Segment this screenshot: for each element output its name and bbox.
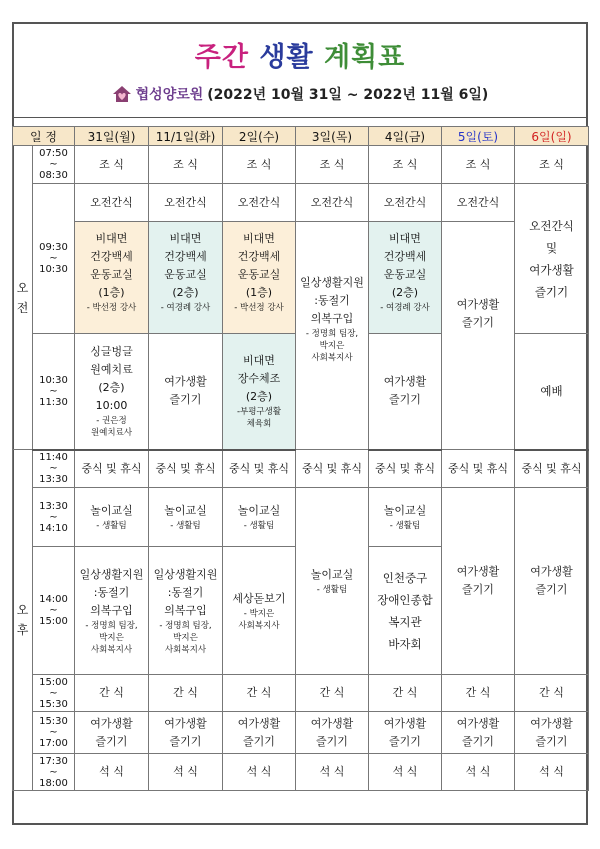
exercise-cell: 오전간식 비대면 건강백세 운동교실 (2층) - 여경례 강사 — [149, 184, 223, 334]
dinner-cell: 석 식 — [75, 754, 149, 791]
snack-cell: 간 식 — [149, 675, 223, 712]
lunch-cell: 중식 및 휴식 — [223, 450, 296, 488]
day-wed: 2일(수) — [223, 127, 296, 146]
exercise-cell: 오전간식 비대면 건강백세 운동교실 (1층) - 박선정 강사 — [75, 184, 149, 334]
lunch-cell: 중식 및 휴식 — [515, 450, 589, 488]
dinner-cell: 석 식 — [369, 754, 442, 791]
snack-cell: 간 식 — [223, 675, 296, 712]
dinner-cell: 석 식 — [515, 754, 589, 791]
snack-cell: 간 식 — [75, 675, 149, 712]
gardening-cell: 싱글벙글 원예치료 (2층) 10:00 - 권은정 원예치료사 — [75, 334, 149, 450]
leisure-cell: 여가생활 즐기기 — [442, 712, 515, 754]
play-cell: 놀이교실 - 생활팀 — [75, 488, 149, 547]
breakfast-cell: 조 식 — [515, 146, 589, 184]
leisure-cell: 여가생활 즐기기 — [296, 712, 369, 754]
world-cell: 세상돋보기 - 박지은 사회복지사 — [223, 547, 296, 675]
leisure-cell: 여가생활 즐기기 — [369, 334, 442, 450]
lunch-cell: 중식 및 휴식 — [75, 450, 149, 488]
breakfast-cell: 조 식 — [223, 146, 296, 184]
play-cell: 놀이교실 - 생활팀 — [223, 488, 296, 547]
subtitle — [12, 84, 588, 104]
play-cell: 놀이교실 - 생활팀 — [296, 488, 369, 675]
time-cell: 17:30 ~ 18:00 — [33, 754, 75, 791]
time-cell: 14:00 ~ 15:00 — [33, 547, 75, 675]
leisure-cell: 여가생활 즐기기 — [515, 712, 589, 754]
day-tue: 11/1일(화) — [149, 127, 223, 146]
play-cell: 놀이교실 - 생활팀 — [149, 488, 223, 547]
dinner-cell: 석 식 — [149, 754, 223, 791]
dinner-cell: 석 식 — [223, 754, 296, 791]
exercise-cell: 오전간식 비대면 건강백세 운동교실 (2층) - 여경례 강사 — [369, 184, 442, 334]
leisure-cell: 여가생활 즐기기 — [223, 712, 296, 754]
lunch-cell: 중식 및 휴식 — [442, 450, 515, 488]
org-name: 협성양로원 — [135, 87, 204, 103]
support-cell: 일상생활지원 :동절기 의복구입 - 정명희 팀장, 박지은 사회복지사 — [149, 547, 223, 675]
time-cell: 15:00 ~ 15:30 — [33, 675, 75, 712]
lunch-cell: 중식 및 휴식 — [149, 450, 223, 488]
leisure-cell: 여가생활 즐기기 — [75, 712, 149, 754]
longevity-cell: 비대면 장수체조 (2층) -부평구생활 체육회 — [223, 334, 296, 450]
time-cell: 09:30 ~ 10:30 — [33, 184, 75, 334]
exercise-cell: 오전간식 비대면 건강백세 운동교실 (1층) - 박선정 강사 — [223, 184, 296, 334]
snack-cell: 간 식 — [369, 675, 442, 712]
date-range: (2022년 10월 31일 ~ 2022년 11월 6일) — [207, 87, 489, 103]
snack-cell: 간 식 — [296, 675, 369, 712]
play-cell: 놀이교실 - 생활팀 — [369, 488, 442, 547]
header-area — [12, 22, 588, 118]
dinner-cell: 석 식 — [442, 754, 515, 791]
day-thu: 3일(목) — [296, 127, 369, 146]
time-cell: 11:40 ~ 13:30 — [33, 450, 75, 488]
support-cell: 오전간식 일상생활지원 :동절기 의복구입 - 정명희 팀장, 박지은 사회복지사 — [296, 184, 369, 450]
leisure-cell: 여가생활 즐기기 — [149, 334, 223, 450]
breakfast-cell: 조 식 — [442, 146, 515, 184]
breakfast-cell: 조 식 — [75, 146, 149, 184]
snack-cell: 간 식 — [442, 675, 515, 712]
sat-morning-cell: 오전간식 여가생활 즐기기 — [442, 184, 515, 450]
day-fri: 4일(금) — [369, 127, 442, 146]
leisure-cell: 여가생활 즐기기 — [515, 488, 589, 675]
time-cell: 13:30 ~ 14:10 — [33, 488, 75, 547]
weekly-schedule-table — [12, 126, 589, 791]
sun-morning-cell: 오전간식 및 여가생활 즐기기 — [515, 184, 589, 334]
breakfast-cell: 조 식 — [369, 146, 442, 184]
lunch-cell: 중식 및 휴식 — [369, 450, 442, 488]
breakfast-cell: 조 식 — [149, 146, 223, 184]
period-am: 오 전 — [13, 146, 33, 450]
day-sat: 5일(토) — [442, 127, 515, 146]
day-sun: 6일(일) — [515, 127, 589, 146]
support-cell: 일상생활지원 :동절기 의복구입 - 정명희 팀장, 박지은 사회복지사 — [75, 547, 149, 675]
dinner-cell: 석 식 — [296, 754, 369, 791]
time-cell: 07:50 ~ 08:30 — [33, 146, 75, 184]
period-pm: 오 후 — [13, 450, 33, 791]
snack-cell: 간 식 — [515, 675, 589, 712]
leisure-cell: 여가생활 즐기기 — [369, 712, 442, 754]
house-heart-icon — [112, 85, 132, 103]
time-cell: 15:30 ~ 17:00 — [33, 712, 75, 754]
day-mon: 31일(월) — [75, 127, 149, 146]
lunch-cell: 중식 및 휴식 — [296, 450, 369, 488]
worship-cell: 예배 — [515, 334, 589, 450]
header-label: 일 정 — [13, 127, 75, 146]
leisure-cell: 여가생활 즐기기 — [442, 488, 515, 675]
time-cell: 10:30 ~ 11:30 — [33, 334, 75, 450]
bazaar-cell: 인천중구 장애인종합 복지관 바자회 — [369, 547, 442, 675]
breakfast-cell: 조 식 — [296, 146, 369, 184]
leisure-cell: 여가생활 즐기기 — [149, 712, 223, 754]
page-title: 주간 생활 계획표 — [194, 42, 406, 73]
